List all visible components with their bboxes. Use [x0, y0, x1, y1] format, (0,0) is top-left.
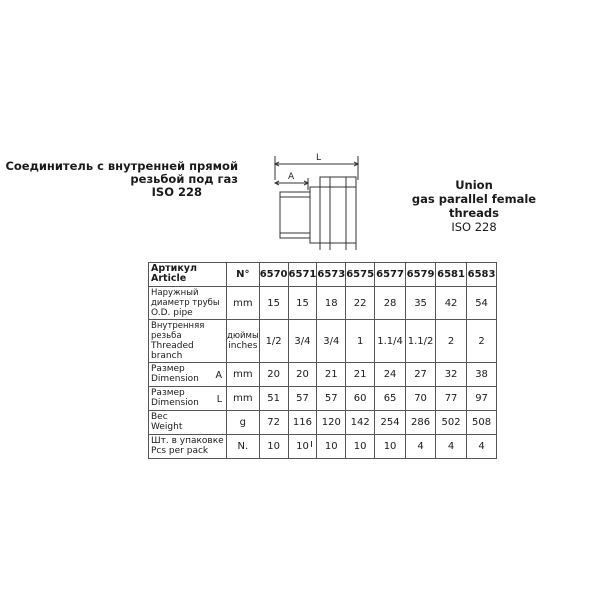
title-ru-line3: ISO 228: [151, 185, 202, 199]
table-cell: 3/4: [317, 320, 346, 363]
table-cell: 286: [406, 411, 436, 435]
row-label: [149, 363, 227, 387]
dimension-code: L: [216, 394, 222, 405]
header-article-code: 6583: [467, 263, 497, 287]
table-cell: 1: [346, 320, 375, 363]
dimension-label-A: A: [288, 172, 295, 182]
table-cell: 10: [317, 435, 346, 459]
table-row: [149, 287, 497, 320]
table-cell: 10: [375, 435, 406, 459]
row-unit: mm: [227, 363, 260, 387]
table-cell: 51: [259, 387, 288, 411]
table-cell: 72: [259, 411, 288, 435]
table-cell: 10: [259, 435, 288, 459]
header-article-code: 6579: [406, 263, 436, 287]
row-unit: [227, 320, 260, 363]
table-row: [149, 387, 497, 411]
table-cell: 254: [375, 411, 406, 435]
table-cell: 70: [406, 387, 436, 411]
table-cell: 20: [288, 363, 317, 387]
row-label-en: Dimension: [151, 398, 199, 408]
table-cell: 1.1/2: [406, 320, 436, 363]
table-cell: 28: [375, 287, 406, 320]
dimension-label-L: L: [316, 153, 322, 163]
row-label-en: O.D. pipe: [151, 308, 193, 318]
row-label-en: Threaded branch: [151, 341, 194, 361]
table-row: [149, 411, 497, 435]
row-label-ru: Размер: [151, 388, 185, 398]
title-en-line1: Union: [455, 178, 493, 192]
table-cell: 1/2: [259, 320, 288, 363]
title-en-line3: ISO 228: [451, 220, 497, 234]
header-article-code: 6570: [259, 263, 288, 287]
row-label-ru: Наружный диаметр трубы: [151, 288, 220, 308]
table-cell: 10: [346, 435, 375, 459]
table-cell: 57: [288, 387, 317, 411]
table-row: [149, 320, 497, 363]
title-english: [400, 178, 548, 234]
table-cell: 502: [436, 411, 467, 435]
row-label: [149, 411, 227, 435]
header-article-en: Article: [151, 273, 187, 284]
row-unit: N.: [227, 435, 260, 459]
row-label-ru: Шт. в упаковке: [151, 436, 224, 446]
row-label-en: Pcs per pack: [151, 446, 209, 456]
tick-mark: [311, 441, 312, 447]
row-unit-en: inches: [228, 341, 258, 351]
table-cell: 38: [467, 363, 497, 387]
row-unit: mm: [227, 287, 260, 320]
table-cell: 77: [436, 387, 467, 411]
table-cell: 27: [406, 363, 436, 387]
row-label: [149, 287, 227, 320]
row-label-en: Dimension: [151, 374, 199, 384]
title-ru-line1: Соединитель с внутренней прямой: [5, 159, 238, 173]
row-label: [149, 435, 227, 459]
title-russian: [0, 160, 238, 199]
table-cell: 57: [317, 387, 346, 411]
table-cell: 15: [288, 287, 317, 320]
header-article-code: 6573: [317, 263, 346, 287]
row-label: [149, 320, 227, 363]
table-cell: 1.1/4: [375, 320, 406, 363]
header-article-code: 6581: [436, 263, 467, 287]
table-cell: 65: [375, 387, 406, 411]
header-article-code: 6577: [375, 263, 406, 287]
table-cell: 18: [317, 287, 346, 320]
table-cell: 21: [317, 363, 346, 387]
header-article-code: 6575: [346, 263, 375, 287]
row-unit: mm: [227, 387, 260, 411]
header-article-code: 6571: [288, 263, 317, 287]
row-label: [149, 387, 227, 411]
table-cell: 42: [436, 287, 467, 320]
spec-table: [148, 262, 497, 459]
table-cell: 54: [467, 287, 497, 320]
title-ru-line2: резьбой под газ: [130, 172, 238, 186]
table-cell: 508: [467, 411, 497, 435]
table-cell: 2: [436, 320, 467, 363]
title-en-line2: gas parallel female threads: [411, 192, 537, 220]
dimension-code: A: [215, 370, 222, 381]
row-label-ru: Внутренняя резьба: [151, 321, 205, 341]
table-cell: 35: [406, 287, 436, 320]
row-label-ru: Вес: [151, 412, 168, 422]
table-cell: 3/4: [288, 320, 317, 363]
header-article-ru: Артикул: [151, 263, 197, 274]
table-row: [149, 363, 497, 387]
table-cell: 32: [436, 363, 467, 387]
table-cell: 116: [288, 411, 317, 435]
table-cell: 2: [467, 320, 497, 363]
table-cell: 10: [288, 435, 317, 459]
table-cell: 15: [259, 287, 288, 320]
table-cell: 22: [346, 287, 375, 320]
table-row: [149, 435, 497, 459]
header-article-cell: [149, 263, 227, 287]
table-cell: 97: [467, 387, 497, 411]
table-header-row: [149, 263, 497, 287]
fitting-drawing: [262, 150, 372, 250]
table-cell: 142: [346, 411, 375, 435]
header-number-sign: N°: [227, 263, 260, 287]
table-cell: 4: [406, 435, 436, 459]
row-label-ru: Размер: [151, 364, 185, 374]
table-cell: 4: [436, 435, 467, 459]
table-cell: 21: [346, 363, 375, 387]
row-label-en: Weight: [151, 422, 183, 432]
table-cell: 24: [375, 363, 406, 387]
table-cell: 4: [467, 435, 497, 459]
table-cell: 120: [317, 411, 346, 435]
row-unit: g: [227, 411, 260, 435]
row-unit-ru: дюймы: [227, 331, 259, 341]
table-cell: 20: [259, 363, 288, 387]
table-cell: 60: [346, 387, 375, 411]
